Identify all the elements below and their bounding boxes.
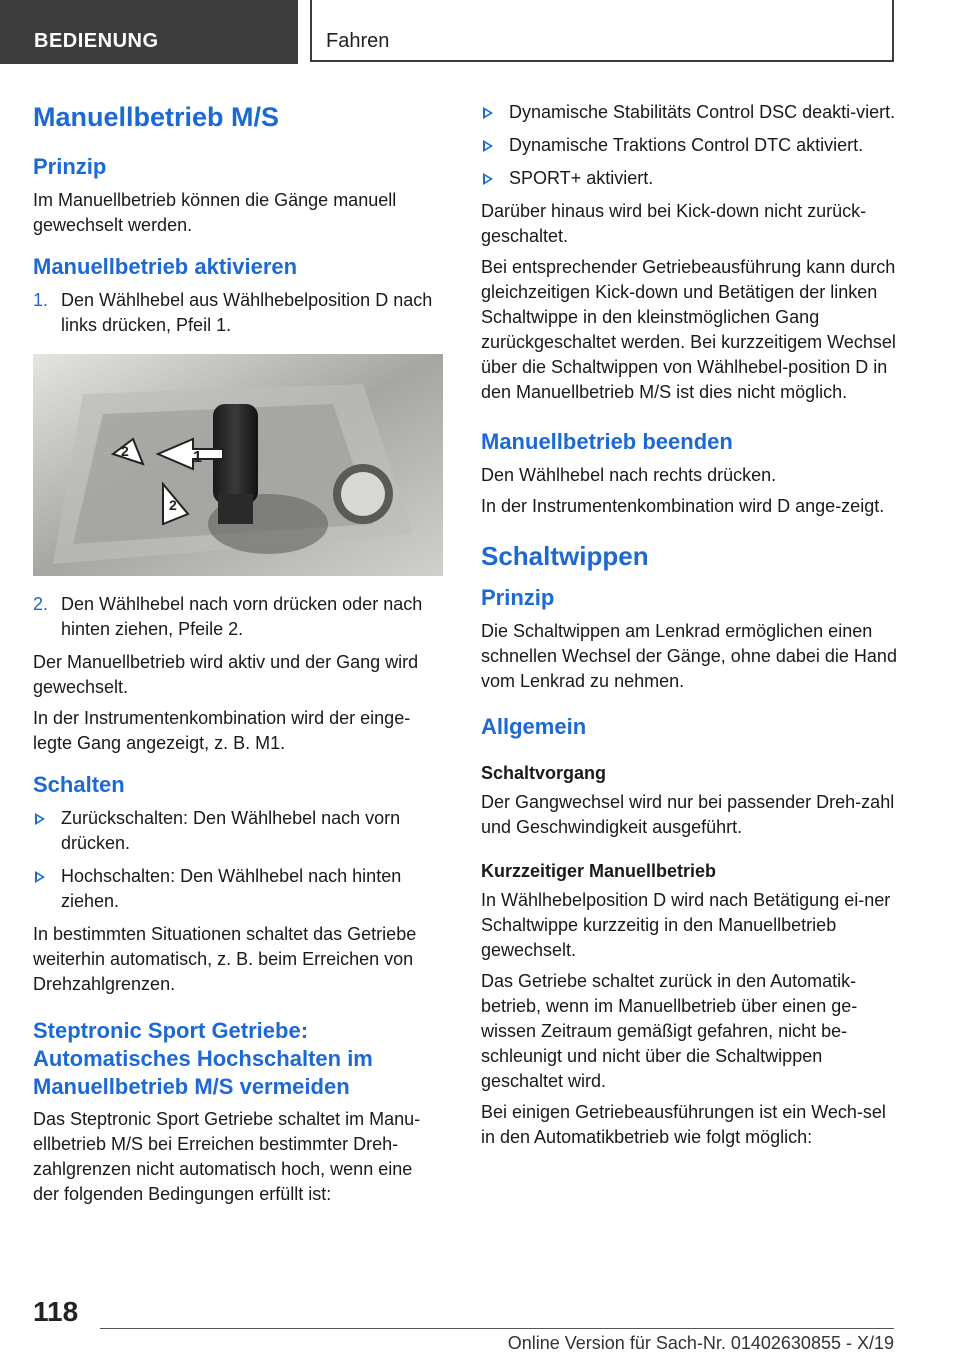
step-number: 1. (33, 290, 49, 310)
footer-divider (100, 1328, 894, 1329)
steps-list-1 (33, 288, 443, 338)
schaltvorgang-text: Der Gangwechsel wird nur bei passender Dreh-zahl und Geschwindigkeit ausgeführt. (481, 792, 895, 837)
beenden-text: Den Wählhebel nach rechts drücken. (481, 465, 777, 485)
prinzip-heading: Prinzip (33, 154, 107, 179)
steptronic-heading-line: Automatisches Hochschalten im (33, 1046, 373, 1071)
arrow-label-2a: 2 (121, 443, 129, 459)
list-item (33, 864, 443, 914)
chapter-title: Fahren (326, 30, 390, 52)
triangle-bullet-icon (483, 173, 493, 185)
step-item (33, 288, 443, 338)
page-title: Manuellbetrieb M/S (33, 102, 280, 132)
triangle-bullet-icon (483, 140, 493, 152)
steptronic-text: Das Steptronic Sport Getriebe schaltet im Manu-ellbetrieb M/S bei Erreichen bestimmter Dreh-zahlgrenzen nicht automatisch hoch, wenn eine der folgenden Bedingungen erfüllt ist: (33, 1109, 421, 1204)
gear-selector-illustration (33, 354, 443, 576)
left-column (33, 100, 443, 1213)
after-steps-text: In der Instrumentenkombination wird der einge-legte Gang angezeigt, z. B. M1. (33, 708, 411, 753)
list-item (481, 100, 901, 125)
list-item-text: Dynamische Stabilitäts Control DSC deakti-viert. (509, 102, 896, 122)
beenden-heading: Manuellbetrieb beenden (481, 429, 733, 454)
right-column (481, 100, 901, 1156)
arrow-label-1: 1 (193, 449, 202, 466)
steptronic-heading (33, 1017, 443, 1101)
triangle-bullet-icon (35, 871, 45, 883)
gear-selector-photo (33, 354, 443, 576)
list-item (481, 133, 901, 158)
triangle-bullet-icon (35, 813, 45, 825)
page-number: 118 (33, 1296, 79, 1327)
schalten-text: In bestimmten Situationen schaltet das Getriebe weiterhin automatisch, z. B. beim Erreichen von Drehzahlgrenzen. (33, 924, 417, 994)
kurzzeitig-text: Das Getriebe schaltet zurück in den Automatik-betrieb, wenn im Manuellbetrieb über einen ge-wissen Zeitraum gemäßigt gefahren, nicht be-schleunigt und nicht über die Schaltwippen geschaltet wird. (481, 971, 858, 1091)
arrow-label-2b: 2 (169, 497, 177, 513)
allgemein-heading: Allgemein (481, 714, 587, 739)
list-item-text: Dynamische Traktions Control DTC aktiviert. (509, 135, 864, 155)
prinzip-heading: Prinzip (481, 585, 555, 610)
section-title: BEDIENUNG (34, 30, 159, 52)
prinzip-text: Die Schaltwippen am Lenkrad ermöglichen einen schnellen Wechsel der Gänge, ohne dabei die Hand vom Lenkrad zu nehmen. (481, 621, 897, 691)
steptronic-heading-line: Manuellbetrieb M/S vermeiden (33, 1074, 350, 1099)
step-number: 2. (33, 594, 49, 614)
list-item-text: Hochschalten: Den Wählhebel nach hinten ziehen. (61, 866, 402, 911)
steptronic-heading-line: Steptronic Sport Getriebe: (33, 1018, 309, 1043)
list-item (33, 806, 443, 856)
schalten-list (33, 806, 443, 914)
schaltvorgang-heading: Schaltvorgang (481, 763, 607, 783)
after-steps-text: Der Manuellbetrieb wird aktiv und der Gang wird gewechselt. (33, 652, 419, 697)
list-item-text: Zurückschalten: Den Wählhebel nach vorn drücken. (61, 808, 401, 853)
prinzip-text: Im Manuellbetrieb können die Gänge manuell gewechselt werden. (33, 190, 397, 235)
triangle-bullet-icon (483, 107, 493, 119)
list-item (481, 166, 901, 191)
kickdown-text: Darüber hinaus wird bei Kick-down nicht zurück-geschaltet. (481, 201, 867, 246)
getriebe-text: Bei entsprechender Getriebeausführung kann durch gleichzeitigen Kick-down und Betätigen der linken Schaltwippe in den kleinstmöglichen Gang zurückgeschaltet werden. Bei kurzzeitigem Wechsel über die Schaltwippen von Wählhebel-position D in den Manuellbetrieb M/S ist dies nicht möglich. (481, 257, 896, 402)
beenden-text: In der Instrumentenkombination wird D ange-zeigt. (481, 496, 885, 516)
kurzzeitig-text: In Wählhebelposition D wird nach Betätigung ei-ner Schaltwippe kurzzeitig in den Manuellbetrieb gewechselt. (481, 890, 891, 960)
kurzzeitig-heading: Kurzzeitiger Manuellbetrieb (481, 861, 717, 881)
footer-version: Online Version für Sach-Nr. 01402630855 - X/19 (507, 1333, 894, 1353)
section-tab (0, 0, 298, 64)
schaltwippen-title: Schaltwippen (481, 541, 649, 571)
step-text: Den Wählhebel aus Wählhebelposition D nach links drücken, Pfeil 1. (61, 290, 433, 335)
chapter-tab (310, 0, 894, 62)
steps-list-2 (33, 592, 443, 642)
step-text: Den Wählhebel nach vorn drücken oder nach hinten ziehen, Pfeile 2. (61, 594, 423, 639)
kurzzeitig-text: Bei einigen Getriebeausführungen ist ein Wech-sel in den Automatikbetrieb wie folgt möglich: (481, 1102, 886, 1147)
aktivieren-heading: Manuellbetrieb aktivieren (33, 254, 298, 279)
list-item-text: SPORT+ aktiviert. (509, 168, 654, 188)
schalten-heading: Schalten (33, 772, 125, 797)
step-item (33, 592, 443, 642)
conditions-list (481, 100, 901, 191)
